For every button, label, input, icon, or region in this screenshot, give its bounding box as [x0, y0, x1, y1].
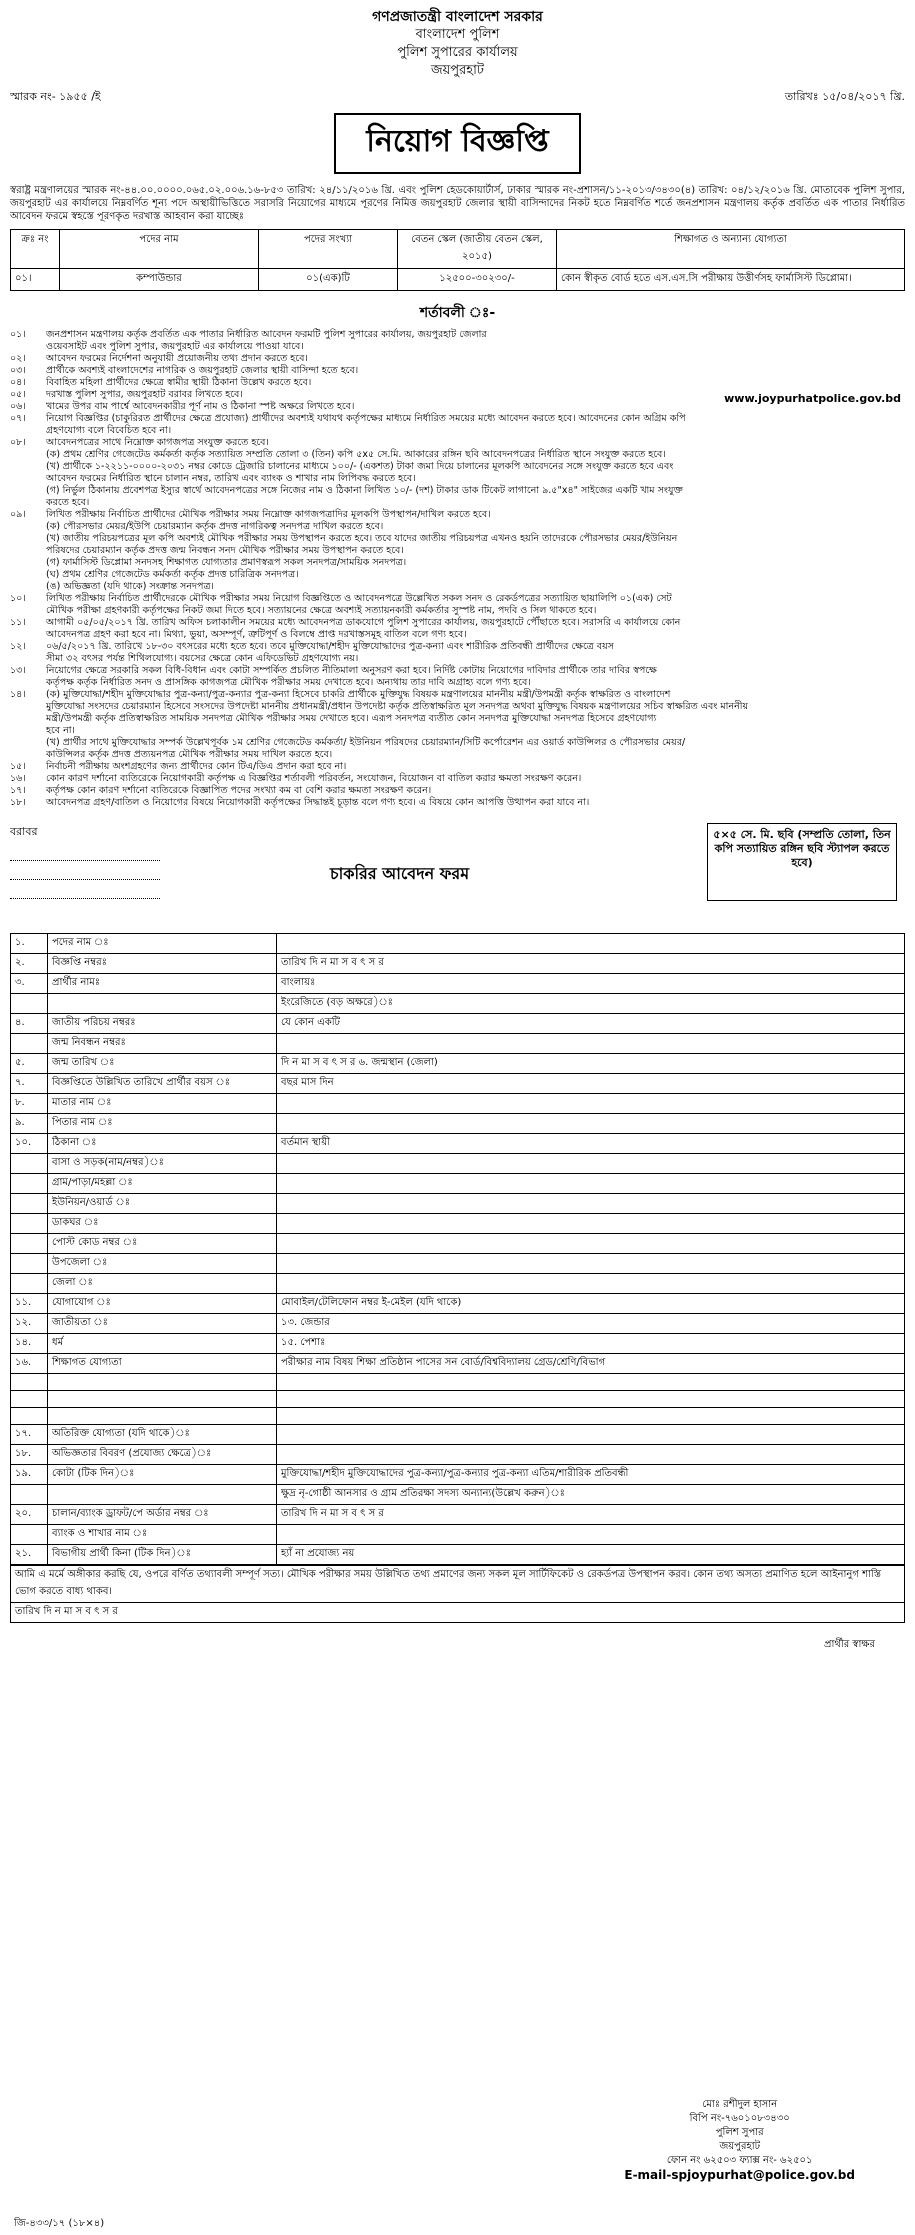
- form-row-field[interactable]: [277, 1094, 905, 1114]
- post-header: পদের নাম: [60, 230, 259, 269]
- form-row: [11, 1034, 905, 1054]
- condition-line: হবে না।: [46, 725, 75, 736]
- form-row-number: ৭.: [11, 1074, 48, 1094]
- condition-item: [10, 329, 905, 353]
- condition-line: (ঙ) অভিজ্ঞতা (যদি থাকে) সংক্রান্ত সনদপত্র।: [46, 581, 214, 592]
- form-row-number: [11, 1391, 48, 1408]
- form-row-field[interactable]: ১৩. জেন্ডার: [277, 1314, 905, 1334]
- form-row-label: জাতীয় পরিচয় নম্বরঃ: [48, 1014, 277, 1034]
- condition-text: [46, 377, 905, 389]
- condition-line: (গ) ফার্মাসিস্ট ডিপ্লোমা সনদসহ শিক্ষাগত যোগ্যতার প্রমাণস্বরূপ সকল সনদপত্র/সাময়িক সনদপত্র।: [46, 557, 407, 568]
- form-row-label: অতিরিক্ত যোগ্যতা (যদি থাকে)ঃ: [48, 1425, 277, 1445]
- form-row-number: [11, 1174, 48, 1194]
- notice-headline: নিয়োগ বিজ্ঞপ্তি: [334, 113, 580, 174]
- form-row-number: [11, 1214, 48, 1234]
- form-row-number: ১২.: [11, 1314, 48, 1334]
- form-row-number: ৪.: [11, 1014, 48, 1034]
- condition-number: ১৩।: [10, 665, 26, 676]
- form-row-label: [48, 1408, 277, 1425]
- form-row-label: [48, 1485, 277, 1505]
- condition-line: ওয়েবসাইট এবং পুলিশ সুপার, জয়পুরহাট এর কার্যালয়ে পাওয়া যাবে।: [46, 341, 304, 352]
- condition-line: ০৬/৫/২০১৭ খ্রি. তারিখে ১৮-৩০ বৎসরের মধ্যে হতে হবে। তবে মুক্তিযোদ্ধা/শহীদ মুক্তিযোদ্ধাদের পুত্র-কন্যা এবং শারীরিক প্রতিবন্ধী প্রার্থীদের ক্ষেত্রে বয়স: [46, 641, 614, 652]
- post-header: শিক্ষাগত ও অন্যান্য যোগ্যতা: [557, 230, 905, 269]
- condition-item: [10, 509, 905, 593]
- form-row-field[interactable]: তারিখ দি ন মা স ব ৎ স র: [277, 954, 905, 974]
- form-row-field[interactable]: [277, 1274, 905, 1294]
- application-form: [10, 933, 905, 1565]
- condition-item: [10, 689, 905, 761]
- form-row-number: ২০.: [11, 1505, 48, 1525]
- form-row-label: [48, 1391, 277, 1408]
- form-row-field[interactable]: ১৫. পেশাঃ: [277, 1334, 905, 1354]
- form-row-label: উপজেলা ঃ: [48, 1254, 277, 1274]
- address-line: [10, 867, 160, 880]
- form-row-number: [11, 1274, 48, 1294]
- condition-number: ০৬।: [10, 401, 26, 412]
- post-header: বেতন স্কেল (জাতীয় বেতন স্কেল, ২০১৫): [398, 230, 557, 269]
- condition-line: নির্বাচনী পরীক্ষায় অংশগ্রহণের জন্য প্রার্থীদের কোন টিএ/ডিএ প্রদান করা হবে না।: [46, 761, 347, 772]
- condition-line: খামের উপর বাম পার্শ্বে আবেদনকারীর পূর্ণ নাম ও ঠিকানা স্পষ্ট অক্ষরে লিখতে হবে।: [46, 401, 355, 412]
- address-line: [10, 848, 160, 861]
- applicant-signature-label: প্রার্থীর স্বাক্ষর: [824, 1639, 875, 1650]
- condition-item: [10, 785, 905, 797]
- condition-line: কোন কারণ দর্শানো ব্যতিরেকে নিয়োগকারী কর্তৃপক্ষ এ বিজ্ঞপ্তির শর্তাবলী পরিবর্তন, সংযোজন, বিয়োজন বা বাতিল করার ক্ষমতা সংরক্ষণ করেন।: [46, 773, 582, 784]
- condition-line: (ক) পৌরসভার মেয়র/ইউপি চেয়ারম্যান কর্তৃক প্রদত্ত নাগরিকত্ব সনদপত্র দাখিল করতে হবে।: [46, 521, 384, 532]
- condition-text: [46, 665, 905, 689]
- form-row: [11, 1545, 905, 1565]
- post-cell: ০১(এক)টি: [259, 269, 398, 291]
- condition-item: [10, 377, 905, 389]
- form-row: [11, 1214, 905, 1234]
- condition-number: ০৫।: [10, 389, 26, 400]
- form-row-label: গ্রাম/পাড়া/মহল্লা ঃ: [48, 1174, 277, 1194]
- condition-line: প্রার্থীকে অবশ্যই বাংলাদেশের নাগরিক ও জয়পুরহাট জেলার স্থায়ী বাসিন্দা হতে হবে।: [46, 365, 359, 376]
- form-row-number: [11, 1254, 48, 1274]
- form-row-number: [11, 1525, 48, 1545]
- form-row-number: [11, 1194, 48, 1214]
- form-row-field[interactable]: [277, 1174, 905, 1194]
- form-row-number: ৮.: [11, 1094, 48, 1114]
- form-row-label: পোস্ট কোড নম্বর ঃ: [48, 1234, 277, 1254]
- form-row-number: ২.: [11, 954, 48, 974]
- letterhead: [10, 8, 905, 80]
- condition-line: আগামী ০৫/০৫/২০১৭ খ্রি. তারিখ অফিস চলাকালীন সময়ের মধ্যে আবেদনপত্র ডাকযোগে পুলিশ সুপারের কার্যালয়, জয়পুরহাটে পৌঁছাতে হবে। সরাসরি এ কার্যালয়ে কোন: [46, 617, 681, 628]
- form-row: [11, 994, 905, 1014]
- form-row: [11, 1294, 905, 1314]
- form-row-label: বিজ্ঞপ্তিতে উল্লিখিত তারিখে প্রার্থীর বয়স ঃ: [48, 1074, 277, 1094]
- form-row-field[interactable]: [277, 1254, 905, 1274]
- form-row: [11, 1134, 905, 1154]
- condition-text: [46, 689, 905, 761]
- form-row: [11, 1114, 905, 1134]
- form-row: [11, 1485, 905, 1505]
- form-row-number: ১০.: [11, 1134, 48, 1154]
- form-row-number: [11, 994, 48, 1014]
- form-row-field[interactable]: [277, 1425, 905, 1445]
- post-header: পদের সংখ্যা: [259, 230, 398, 269]
- form-row: [11, 1425, 905, 1445]
- condition-text: [46, 329, 905, 353]
- form-row-field[interactable]: বর্তমান স্থায়ী: [277, 1134, 905, 1154]
- form-row: [11, 1154, 905, 1174]
- condition-text: [46, 641, 905, 665]
- condition-number: ১০।: [10, 593, 26, 604]
- form-row-number: ১৭.: [11, 1425, 48, 1445]
- condition-line: কর্তৃপক্ষ কোন কারণ দর্শানো ব্যতিরেকে বিজ্ঞাপিত পদের সংখ্যা কম বা বেশি করার ক্ষমতা সংরক্ষণ করেন।: [46, 785, 432, 796]
- form-row: [11, 1408, 905, 1425]
- condition-number: ১৫।: [10, 761, 26, 772]
- form-row-field[interactable]: [277, 1214, 905, 1234]
- condition-item: [10, 761, 905, 773]
- form-row-label: জেলা ঃ: [48, 1274, 277, 1294]
- form-row-number: ১৮.: [11, 1445, 48, 1465]
- condition-text: [46, 509, 905, 593]
- signatory-block: [624, 2098, 855, 2182]
- office-title: পুলিশ সুপারের কার্যালয়: [397, 45, 518, 60]
- form-row-label: ইউনিয়ন/ওয়ার্ড ঃ: [48, 1194, 277, 1214]
- condition-line: (ক) মুক্তিযোদ্ধা/শহীদ মুক্তিযোদ্ধার পুত্র-কন্যা/পুত্র-কন্যার পুত্র-কন্যা হিসেবে চাকরি প্রার্থীকে মুক্তিযুদ্ধ বিষয়ক মন্ত্রণালয়ের মাননীয় মন্ত্রী/উপমন্ত্রী কর্তৃক স্বাক্ষরিত ও বাংলাদেশ: [46, 689, 671, 700]
- form-row-field[interactable]: [277, 1034, 905, 1054]
- condition-item: [10, 593, 905, 617]
- form-row: [11, 1465, 905, 1485]
- form-row-number: [11, 1234, 48, 1254]
- form-row: [11, 1074, 905, 1094]
- signatory-phone: ফোন নং ৬২৫০৩ ফ্যাক্স নং- ৬২৫০১: [666, 2155, 813, 2166]
- form-row-field[interactable]: [277, 1391, 905, 1408]
- condition-item: [10, 437, 905, 509]
- form-row-number: ১৬.: [11, 1354, 48, 1374]
- form-row-label: জাতীয়তা ঃ: [48, 1314, 277, 1334]
- condition-number: ০২।: [10, 353, 26, 364]
- form-row-number: [11, 1034, 48, 1054]
- condition-line: সীমা ৩২ বৎসর পর্যন্ত শিথিলযোগ্য। বয়সের ক্ষেত্রে কোন এফিডেভিট গ্রহণযোগ্য নয়।: [46, 653, 359, 664]
- condition-number: ১৭।: [10, 785, 26, 796]
- form-row-label: ডাকঘর ঃ: [48, 1214, 277, 1234]
- form-row: [11, 1374, 905, 1391]
- condition-text: [46, 413, 905, 437]
- condition-item: [10, 617, 905, 641]
- photo-box: ৫×৫ সে. মি. ছবি (সম্প্রতি তোলা, তিন কপি সত্যায়িত রঙ্গিন ছবি স্ট্যাপল করতে হবে): [707, 823, 897, 901]
- condition-number: ১১।: [10, 617, 26, 628]
- form-title: চাকরির আবেদন ফরম: [330, 864, 470, 883]
- condition-line: আবেদনপত্র গ্রহণ/বাতিল ও নিয়োগের বিষয়ে নিয়োগকারী কর্তৃপক্ষের সিদ্ধান্তই চূড়ান্ত বলে গণ্য হবে। এ বিষয়ে কোন আপত্তি উত্থাপন করা যাবে না।: [46, 797, 590, 808]
- form-row-number: [11, 1374, 48, 1391]
- form-row-label: ধর্ম: [48, 1334, 277, 1354]
- condition-item: [10, 797, 905, 809]
- form-row-label: বাসা ও সড়ক(নাম/নম্বর)ঃ: [48, 1154, 277, 1174]
- form-row-field[interactable]: দি ন মা স ব ৎ স র ৬. জন্মস্থান (জেলা): [277, 1054, 905, 1074]
- condition-number: ০৩।: [10, 365, 26, 376]
- condition-line: আবেদনপত্র গ্রহণ করা হবে না। মিথ্যা, ভুয়া, অসম্পূর্ণ, ত্রুটিপূর্ণ ও বিলম্বে প্রাপ্ত দরখাস্তসমূহ বাতিল বলে গণ্য হবে।: [46, 629, 467, 640]
- form-row: [11, 974, 905, 994]
- signatory-bp: বিপি নং-৭৬০১০৮৩৪৩০: [689, 2113, 790, 2124]
- condition-line: নিয়োগের ক্ষেত্রে সরকারি সকল বিধি-বিধান এবং কোটা সম্পর্কিত প্রচলিত নীতিমালা অনুসরণ করা হবে। নির্দিষ্ট কোটায় নিয়োগের দাবিদার প্রার্থীকে তার দাবির স্বপক্ষে: [46, 665, 657, 676]
- form-row: [11, 1014, 905, 1034]
- condition-line: (খ) প্রার্থীর সাথে মুক্তিযোদ্ধার সম্পর্ক উল্লেখপূর্বক ১ম শ্রেণির গেজেটেড কর্মকর্তা/ ইউনিয়ন পরিষদের চেয়ারম্যান/সিটি কর্পোরেশন এর ওয়ার্ড কাউন্সিলর ও পৌরসভার মেয়র/: [46, 737, 686, 748]
- form-row: [11, 1525, 905, 1545]
- condition-line: (খ) জাতীয় পরিচয়পত্রের মূল কপি অবশ্যই মৌখিক পরীক্ষার সময় উপস্থাপন করতে হবে। তবে যাদের জাতীয় পরিচয়পত্র এখনও হয়নি তাদেরকে পৌরসভার মেয়র/ইউনিয়ন: [46, 533, 678, 544]
- condition-number: ১২।: [10, 641, 26, 652]
- form-row-field[interactable]: [277, 1445, 905, 1465]
- form-row-number: ৩.: [11, 974, 48, 994]
- condition-line: জনপ্রশাসন মন্ত্রণালয় কর্তৃক প্রবর্তিত এক পাতার নির্ধারিত আবেদন ফরমটি পুলিশ সুপারের কার্যালয়, জয়পুরহাট জেলার: [46, 329, 487, 340]
- form-row: [11, 1194, 905, 1214]
- form-row-field[interactable]: ইংরেজিতে (বড় অক্ষরে)ঃ: [277, 994, 905, 1014]
- condition-number: ০১।: [10, 329, 26, 340]
- condition-line: কর্তৃপক্ষ কর্তৃক নির্ধারিত সনদ ও প্রাসঙ্গিক কাগজপত্র মৌখিক পরীক্ষার সময় দেখাতে হবে। অন্যথায় তার দাবি অগ্রাহ্য বলে গণ্য হবে।: [46, 677, 531, 688]
- form-row-field[interactable]: ক্ষুদ্র নৃ-গোষ্ঠী আনসার ও গ্রাম প্রতিরক্ষা সদস্য অন্যান্য(উল্লেখ করুন)ঃ: [277, 1485, 905, 1505]
- conditions-title: শর্তাবলী ঃ-: [419, 305, 496, 321]
- district-title: জয়পুরহাট: [431, 63, 484, 78]
- form-row: [11, 1234, 905, 1254]
- condition-text: [46, 353, 905, 365]
- footer-code: জি-৪৩৩/১৭ (১৮×৪): [14, 2218, 105, 2229]
- condition-line: (ক) প্রথম শ্রেণির গেজেটেড কর্মকর্তা কর্তৃক সত্যায়িত সম্প্রতি তোলা ৩ (তিন) কপি ৫x৫ সে.মি. আকারের রঙ্গিন ছবি আবেদনপত্রের নির্ধারিত স্থানে সংযুক্ত করতে হবে।: [46, 449, 666, 460]
- form-row: [11, 1391, 905, 1408]
- signatory-name: মোঃ রশীদুল হাসান: [702, 2099, 778, 2110]
- condition-number: ০৪।: [10, 377, 26, 388]
- form-row: [11, 1505, 905, 1525]
- form-row-field[interactable]: যে কোন একটি: [277, 1014, 905, 1034]
- form-row-number: [11, 1408, 48, 1425]
- condition-number: ০৮।: [10, 437, 26, 448]
- form-row-label: ঠিকানা ঃ: [48, 1134, 277, 1154]
- condition-line: নিয়োগ বিজ্ঞপ্তির (চাকুরিরত প্রার্থীদের ক্ষেত্রে প্রযোজ্য) প্রার্থীদের অবশ্যই যথাযথ কর্তৃপক্ষের মাধ্যমে নির্ধারিত সময়ের মধ্যে আবেদন করতে হবে। আবেদনের কোন অগ্রিম কপি: [46, 413, 686, 424]
- condition-line: করতে হবে।: [46, 497, 90, 508]
- form-row-field[interactable]: [277, 1525, 905, 1545]
- form-row-label: অভিজ্ঞতার বিবরণ (প্রযোজ্য ক্ষেত্রে)ঃ: [48, 1445, 277, 1465]
- form-row-field[interactable]: [277, 1234, 905, 1254]
- post-cell: ০১।: [11, 269, 60, 291]
- form-row-field[interactable]: [277, 934, 905, 954]
- condition-line: মন্ত্রী/উপমন্ত্রী কর্তৃক প্রতিস্বাক্ষরিত সাময়িক সনদপত্র মৌখিক পরীক্ষার সময় দেখাতে হবে। এরূপ সনদপত্র ব্যতীত কোন সনদপত্র মুক্তিযোদ্ধা সনদপত্র হিসেবে গ্রহণযোগ্য: [46, 713, 657, 724]
- form-row: [11, 1254, 905, 1274]
- condition-number: ০৭।: [10, 413, 26, 424]
- form-row: [11, 1354, 905, 1374]
- memo-number: স্মারক নং- ১৯৫৫ /ই: [10, 90, 101, 103]
- condition-line: গ্রহণযোগ্য বলে বিবেচিত হবে না।: [46, 425, 172, 436]
- form-row-label: মাতার নাম ঃ: [48, 1094, 277, 1114]
- condition-item: [10, 413, 905, 437]
- form-row-field[interactable]: হ্যাঁ না প্রযোজ্য নয়: [277, 1545, 905, 1565]
- signatory-designation: পুলিশ সুপার: [715, 2127, 764, 2138]
- form-row-label: কোটা (টিক দিন)ঃ: [48, 1465, 277, 1485]
- form-row-number: ৫.: [11, 1054, 48, 1074]
- form-row-label: বিজ্ঞপ্তি নম্বরঃ: [48, 954, 277, 974]
- condition-line: দরখাস্ত পুলিশ সুপার, জয়পুরহাট বরাবর লিখতে হবে।: [46, 389, 243, 400]
- post-cell: ১২৫০০-৩০২৩০/-: [398, 269, 557, 291]
- condition-item: [10, 773, 905, 785]
- form-row-number: ১৪.: [11, 1334, 48, 1354]
- condition-line: আবেদন ফরমের নির্ধারিত স্থানে চালান নম্বর, তারিখ এবং ব্যাংক ও শাখার নাম লিপিবদ্ধ করতে হবে।: [46, 473, 416, 484]
- condition-item: [10, 641, 905, 665]
- form-row-label: চালান/ব্যাংক ড্রাফট/পে অর্ডার নম্বর ঃ: [48, 1505, 277, 1525]
- condition-line: (খ) প্রার্থীকে ১-২২১১-০০০০-২০৩১ নম্বর কোডে ট্রেজারি চালানের মাধ্যমে ১০০/- (একশত) টাকা জমা দিয়ে চালানের মূলকপি আবেদনের সঙ্গে সংযুক্ত করতে হবে এবং: [46, 461, 674, 472]
- declaration-text: আমি এ মর্মে অঙ্গীকার করছি যে, ওপরে বর্ণিত তথ্যাবলী সম্পূর্ণ সত্য। মৌখিক পরীক্ষার সময় উল্লিখিত তথ্য প্রমাণের জন্য সকল মূল সার্টিফিকেট ও রেকর্ডপত্র উপস্থাপন করব। কোন তথ্য অসত্য প্রমাণিত হলে আইনানুগ শাস্তি ভোগ করতে বাধ্য থাকব।: [11, 1566, 905, 1603]
- memo-date: তারিখঃ ১৫/০৪/২০১৭ খ্রি.: [784, 90, 905, 103]
- form-row-label: পিতার নাম ঃ: [48, 1114, 277, 1134]
- form-row-label: বিভাগীয় প্রার্থী কিনা (টিক দিন)ঃ: [48, 1545, 277, 1565]
- condition-text: [46, 593, 905, 617]
- condition-line: লিখিত পরীক্ষায় নির্বাচিত প্রার্থীদের মৌখিক পরীক্ষার সময় নিম্নোক্ত কাগজপত্রাদির মূলকপি উপস্থাপন/দাখিল করতে হবে।: [46, 509, 491, 520]
- condition-text: [46, 437, 905, 509]
- form-row: [11, 1274, 905, 1294]
- condition-line: লিখিত পরীক্ষায় নির্বাচিত প্রার্থীদেরকে মৌখিক পরীক্ষার সময় নিয়োগ বিজ্ঞপ্তিতে ও আবেদনপত্রে উল্লেখিত সকল সনদ ও রেকর্ডপত্রের সত্যায়িত ছায়ালিপি ০১(এক) সেট: [46, 593, 672, 604]
- form-row-label: জন্ম তারিখ ঃ: [48, 1054, 277, 1074]
- form-row: [11, 954, 905, 974]
- condition-number: ১৬।: [10, 773, 26, 784]
- condition-line: পরিষদের চেয়ারম্যান কর্তৃক প্রদত্ত জন্ম নিবন্ধন সনদ মৌখিক পরীক্ষার সময় উপস্থাপন করতে হবে।: [46, 545, 404, 556]
- form-row-field[interactable]: মুক্তিযোদ্ধা/শহীদ মুক্তিযোদ্ধাদের পুত্র-কন্যা/পুত্র-কন্যার পুত্র-কন্যা এতিম/শারীরিক প্রতিবন্ধী: [277, 1465, 905, 1485]
- form-row-field[interactable]: মোবাইল/টেলিফোন নম্বর ই-মেইল (যদি থাকে): [277, 1294, 905, 1314]
- condition-number: ১৮।: [10, 797, 26, 808]
- post-cell: কোন স্বীকৃত বোর্ড হতে এস.এস.সি পরীক্ষায় উত্তীর্ণসহ ফার্মাসিস্ট ডিপ্লোমা।: [557, 269, 905, 291]
- form-row-number: ১.: [11, 934, 48, 954]
- condition-line: মৌখিক পরীক্ষা গ্রহণকারী কর্তৃপক্ষের নিকট জমা দিতে হবে। সত্যায়নের ক্ষেত্রে অবশ্যই সত্যায়নকারী কর্মকর্তার সুস্পষ্ট নাম, পদবি ও সিল থাকতে হবে।: [46, 605, 597, 616]
- form-row-field[interactable]: তারিখ দি ন মা স ব ৎ স র: [277, 1505, 905, 1525]
- form-row-label: শিক্ষাগত যোগ্যতা: [48, 1354, 277, 1374]
- form-row-label: পদের নাম ঃ: [48, 934, 277, 954]
- intro-paragraph: স্বরাষ্ট্র মন্ত্রণালয়ের স্মারক নং-৪৪.০০.০০০০.০৬৫.০২.০০৬.১৬-৮৫৩ তারিখ: ২৪/১১/২০১৬ খ্রি. এবং পুলিশ হেডকোয়ার্টার্স, ঢাকার স্মারক নং-প্রশাসন/১১-২০১৩/৩৪৩০(৪) তারিখ: ০৪/১২/২০১৬ খ্রি. মোতাবেক পুলিশ সুপার, জয়পুরহাট এর কার্যালয়ে নিম্নবর্ণিত শূন্য পদে অস্থায়ীভিত্তিতে সরাসরি নিয়োগের মাধ্যমে পূরণের নিমিত্ত জয়পুরহাট জেলার স্থায়ী বাসিন্দাদের নিকট হতে নিম্নবর্ণিত শর্তে জনপ্রশাসন মন্ত্রণালয় কর্তৃক প্রবর্তিত এক পাতার নির্ধারিত আবেদন ফরমে স্বহস্তে পূরণকৃত দরখাস্ত আহবান করা যাচ্ছেঃ: [10, 185, 905, 222]
- form-row-number: ৯.: [11, 1114, 48, 1134]
- signatory-email[interactable]: E-mail-spjoypurhat@police.gov.bd: [624, 2168, 855, 2182]
- form-row-field[interactable]: বাংলায়ঃ: [277, 974, 905, 994]
- declaration-table: [10, 1565, 905, 1623]
- form-row-label: যোগাযোগ ঃ: [48, 1294, 277, 1314]
- post-table: [10, 229, 905, 291]
- condition-line: (গ) নির্ভুল ঠিকানায় প্রবেশপত্র ইস্যুর স্বার্থে আবেদনপত্রের সঙ্গে নিজের নাম ও ঠিকানা লিখিত ১০/- (দশ) টাকার ডাক টিকেট লাগানো ৯.৫"x৪" সাইজের একটি খাম সংযুক্ত: [46, 485, 683, 496]
- condition-line: (ঘ) প্রথম শ্রেণির গেজেটেড কর্মকর্তা কর্তৃক প্রদত্ত চারিত্রিক সনদপত্র।: [46, 569, 299, 580]
- website-link[interactable]: www.joypurhatpolice.gov.bd: [724, 392, 901, 405]
- condition-line: মুক্তিযোদ্ধা সংসদের চেয়ারম্যান হিসেবে সংসদের উপদেষ্টা মাননীয় প্রধানমন্ত্রী/প্রধান উপদেষ্টা কর্তৃক প্রতিস্বাক্ষরিত মূল সনদপত্র অথবা মুক্তিযুদ্ধ বিষয়ক মন্ত্রণালয়ের সচিব স্বাক্ষরিত এবং মাননীয়: [46, 701, 749, 712]
- police-title: বাংলাদেশ পুলিশ: [415, 27, 500, 42]
- form-row: [11, 1445, 905, 1465]
- form-row-label: [48, 1374, 277, 1391]
- date-row: তারিখ দি ন মা স ব ৎ স র: [11, 1603, 905, 1623]
- memo-row: [10, 88, 905, 107]
- condition-number: ০৯।: [10, 509, 26, 520]
- form-row-number: [11, 1154, 48, 1174]
- form-row-field[interactable]: [277, 1408, 905, 1425]
- signatory-place: জয়পুরহাট: [719, 2141, 761, 2152]
- condition-number: ১৪।: [10, 689, 26, 700]
- post-header: ক্রঃ নং: [11, 230, 60, 269]
- condition-text: [46, 761, 905, 773]
- condition-text: [46, 773, 905, 785]
- address-line: [10, 886, 160, 899]
- condition-line: কাউন্সিলর কর্তৃক প্রদত্ত প্রত্যয়নপত্র মৌখিক পরীক্ষার সময় দাখিল করতে হবে।: [46, 749, 333, 760]
- form-row-field[interactable]: [277, 1374, 905, 1391]
- condition-text: [46, 365, 905, 377]
- condition-line: আবেদনপত্রের সাথে নিম্নোক্ত কাগজপত্র সংযুক্ত করতে হবে।: [46, 437, 269, 448]
- condition-line: বিবাহিত মহিলা প্রার্থীদের ক্ষেত্রে স্বামীর স্থায়ী ঠিকানা উল্লেখ করতে হবে।: [46, 377, 312, 388]
- form-row-field[interactable]: বছর মাস দিন: [277, 1074, 905, 1094]
- form-row-number: ১৯.: [11, 1465, 48, 1485]
- form-row: [11, 934, 905, 954]
- condition-item: [10, 353, 905, 365]
- form-row-field[interactable]: [277, 1154, 905, 1174]
- condition-item: [10, 365, 905, 377]
- gov-title: গণপ্রজাতন্ত্রী বাংলাদেশ সরকার: [372, 9, 543, 25]
- form-row-label: [48, 994, 277, 1014]
- form-header: [10, 823, 905, 933]
- form-row: [11, 1174, 905, 1194]
- form-row-field[interactable]: [277, 1114, 905, 1134]
- to-label: বরাবর: [10, 825, 38, 838]
- form-row-number: [11, 1485, 48, 1505]
- form-row-field[interactable]: [277, 1194, 905, 1214]
- form-row-label: ব্যাংক ও শাখার নাম ঃ: [48, 1525, 277, 1545]
- condition-text: [46, 785, 905, 797]
- form-row-label: প্রার্থীর নামঃ: [48, 974, 277, 994]
- form-row-field[interactable]: পরীক্ষার নাম বিষয় শিক্ষা প্রতিষ্ঠান পাসের সন বোর্ড/বিশ্ববিদ্যালয় গ্রেড/শ্রেণি/বিভাগ: [277, 1354, 905, 1374]
- condition-line: আবেদন ফরমের নির্দেশনা অনুযায়ী প্রয়োজনীয় তথ্য প্রদান করতে হবে।: [46, 353, 308, 364]
- form-row-number: ২১.: [11, 1545, 48, 1565]
- condition-text: [46, 797, 905, 809]
- condition-text: [46, 617, 905, 641]
- form-row-label: জন্ম নিবন্ধন নম্বরঃ: [48, 1034, 277, 1054]
- form-row: [11, 1334, 905, 1354]
- form-row: [11, 1094, 905, 1114]
- form-row-number: ১১.: [11, 1294, 48, 1314]
- condition-item: [10, 665, 905, 689]
- form-row: [11, 1314, 905, 1334]
- form-row: [11, 1054, 905, 1074]
- post-cell: কম্পাউন্ডার: [60, 269, 259, 291]
